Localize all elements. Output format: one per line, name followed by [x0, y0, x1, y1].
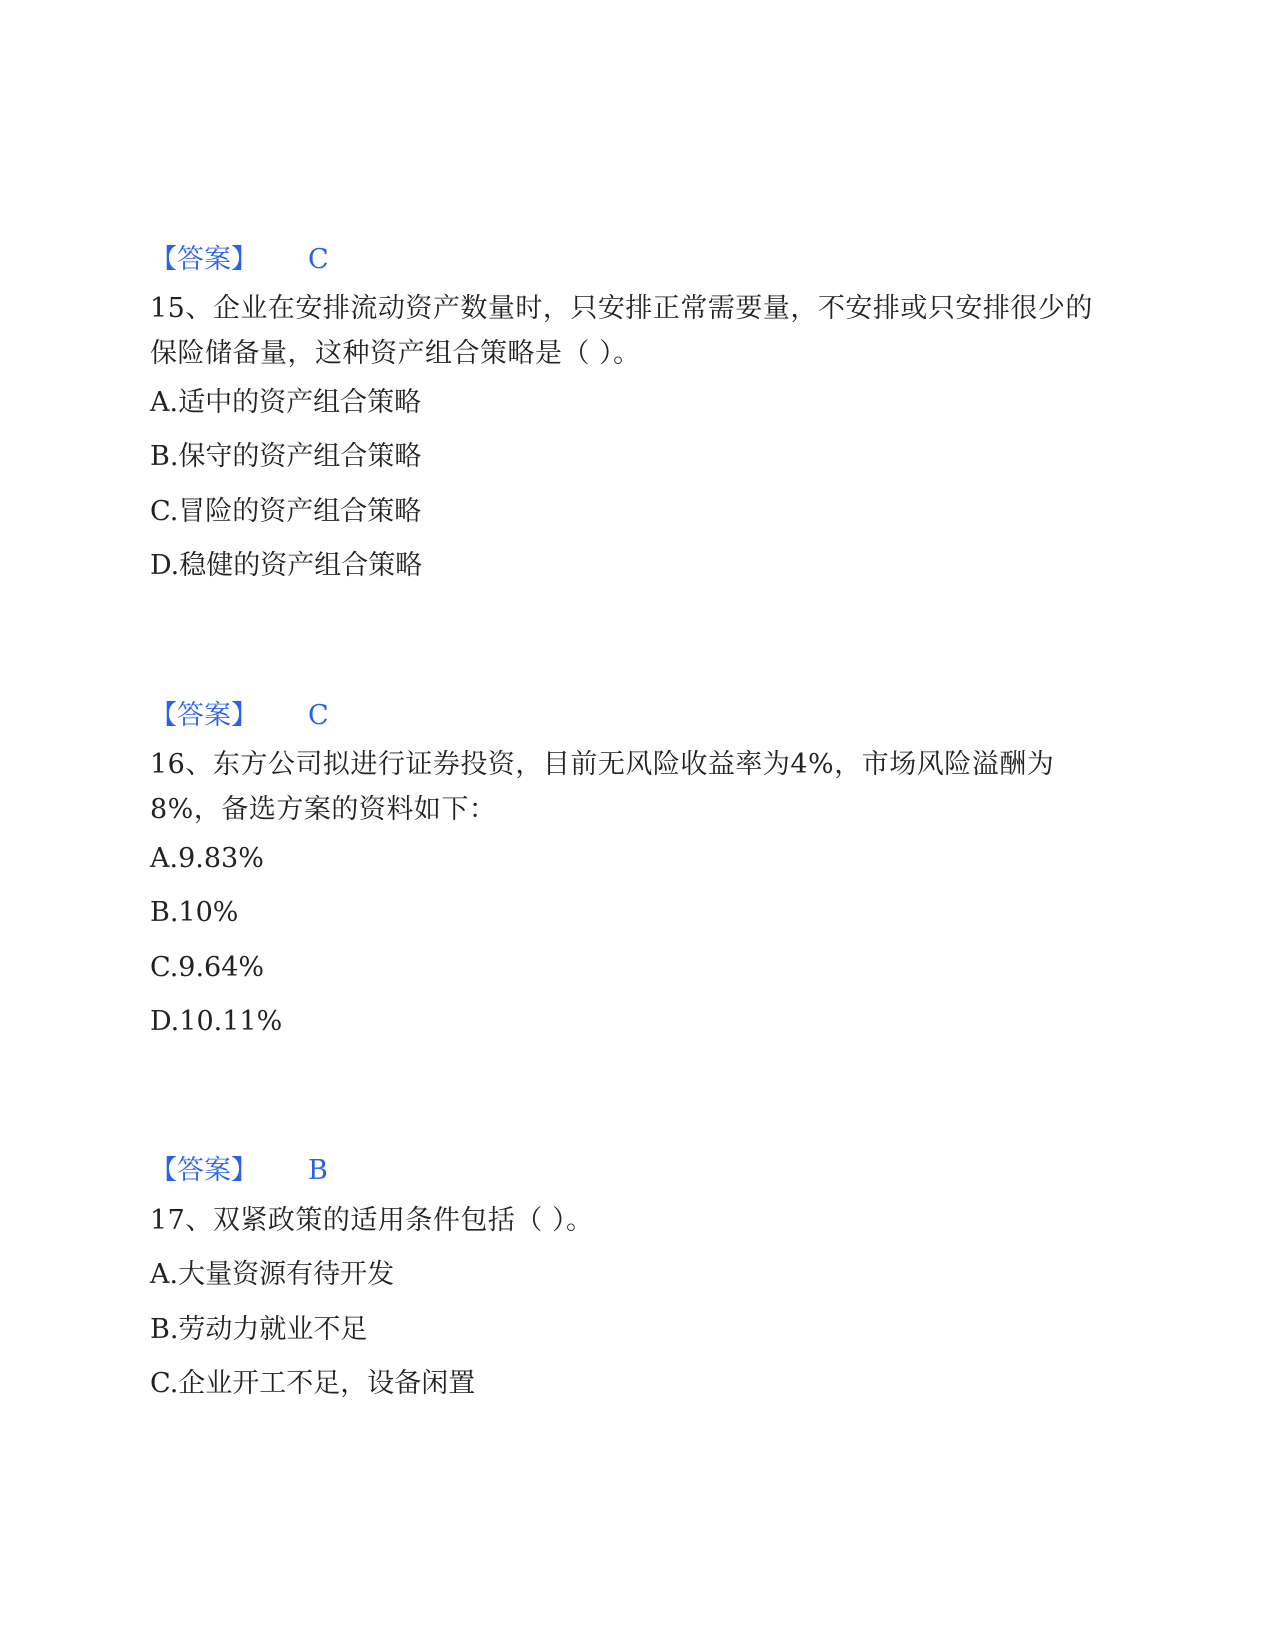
answer-label: 【答案】: [150, 1155, 258, 1186]
option-15-c: C.冒险的资产组合策略: [150, 496, 422, 527]
option-16-a: A.9.83%: [150, 843, 264, 874]
option-17-c: C.企业开工不足，设备闲置: [150, 1368, 476, 1399]
option-15-d: D.稳健的资产组合策略: [150, 550, 423, 581]
answer-line-1: [150, 243, 329, 277]
option-17-a: A.大量资源有待开发: [150, 1259, 395, 1290]
question-15-text: 15、企业在安排流动资产数量时，只安排正常需要量，不安排或只安排很少的保险储备量，这种资产组合策略是（ ）。: [150, 293, 1093, 369]
answer-label: 【答案】: [150, 700, 258, 731]
answer-value: B: [308, 1155, 328, 1186]
option-15-a: A.适中的资产组合策略: [150, 387, 422, 418]
option-15-b: B.保守的资产组合策略: [150, 441, 422, 472]
option-16-d: D.10.11%: [150, 1006, 283, 1037]
option-16-b: B.10%: [150, 897, 239, 928]
answer-label: 【答案】: [150, 244, 258, 275]
option-16-c: C.9.64%: [150, 952, 265, 983]
question-17-text: 17、双紧政策的适用条件包括（ ）。: [150, 1205, 594, 1236]
answer-value: C: [308, 700, 329, 731]
answer-line-3: [150, 1154, 328, 1188]
answer-line-2: [150, 699, 329, 733]
question-16-text: 16、东方公司拟进行证券投资，目前无风险收益率为4%，市场风险溢酬为8%，备选方案的资料如下：: [150, 749, 1055, 825]
option-17-b: B.劳动力就业不足: [150, 1314, 368, 1345]
answer-value: C: [308, 244, 329, 275]
